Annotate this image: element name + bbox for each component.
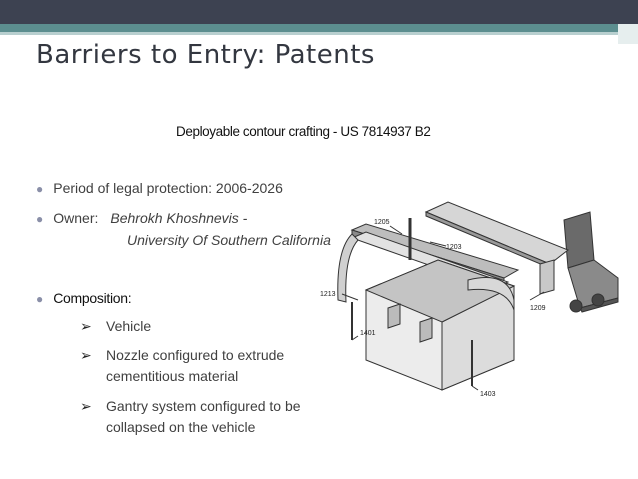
label-1203: 1203 bbox=[446, 244, 462, 251]
label-1401: 1401 bbox=[360, 330, 376, 337]
label-1205: 1205 bbox=[374, 219, 390, 226]
gantry-rail bbox=[540, 260, 554, 294]
bullet-dot-icon: ● bbox=[36, 292, 44, 306]
sub-item-text: Nozzle configured to extrude cementitious material bbox=[106, 347, 285, 384]
sub-item-text: Vehicle bbox=[106, 318, 152, 334]
owner-affiliation: University Of Southern California bbox=[127, 232, 331, 248]
house-drawing bbox=[366, 260, 514, 390]
sub-item-vehicle bbox=[80, 316, 300, 337]
label-1403: 1403 bbox=[480, 391, 496, 398]
bullet-period-text: Period of legal protection: 2006-2026 bbox=[53, 180, 283, 196]
sub-item-gantry bbox=[80, 396, 320, 438]
composition-label: Composition: bbox=[53, 290, 132, 306]
patent-figure bbox=[318, 190, 636, 415]
arrowhead-bullet-icon: ➢ bbox=[80, 398, 92, 414]
bullet-dot-icon: ● bbox=[36, 212, 44, 226]
header-band-dark bbox=[0, 0, 638, 24]
arrowhead-bullet-icon: ➢ bbox=[80, 347, 92, 363]
arrowhead-bullet-icon: ➢ bbox=[80, 318, 92, 334]
label-1213: 1213 bbox=[320, 291, 336, 298]
slide-title: Barriers to Entry: Patents bbox=[36, 40, 375, 70]
header-band-teal bbox=[0, 24, 638, 32]
owner-name: Behrokh Khoshnevis - bbox=[110, 210, 248, 226]
gantry-left-arm bbox=[338, 234, 358, 302]
bullet-dot-icon: ● bbox=[36, 182, 44, 196]
header-band-light bbox=[0, 32, 638, 35]
owner-label: Owner: bbox=[53, 210, 99, 226]
slide-subtitle: Deployable contour crafting - US 7814937 B2 bbox=[176, 124, 431, 139]
truck-drawing bbox=[564, 212, 618, 312]
bullet-owner bbox=[36, 210, 247, 226]
sub-item-text: Gantry system configured to be collapsed on the vehicle bbox=[106, 398, 301, 435]
label-1209: 1209 bbox=[530, 305, 546, 312]
corner-decoration bbox=[618, 24, 638, 44]
sub-item-nozzle bbox=[80, 345, 310, 387]
bullet-composition bbox=[36, 290, 131, 306]
bullet-period bbox=[36, 180, 283, 196]
